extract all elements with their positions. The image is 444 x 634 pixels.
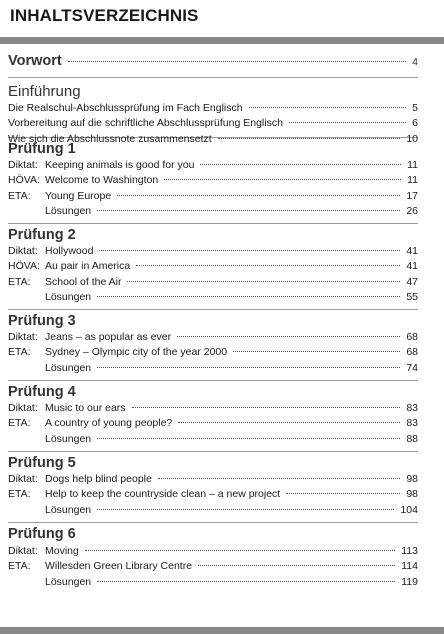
entry-title: Hollywood	[45, 245, 94, 257]
dot-leader	[97, 509, 394, 510]
toc-entry[interactable]	[8, 545, 418, 560]
toc-entry[interactable]	[8, 331, 418, 346]
entry-title: Wie sich die Abschlussnote zusammensetzt	[8, 132, 212, 145]
section-heading: Prüfung 3	[8, 313, 76, 329]
dot-leader	[97, 210, 400, 211]
toc-entry[interactable]	[8, 560, 418, 575]
toc-entry[interactable]	[8, 276, 418, 291]
page-number: 68	[406, 346, 418, 359]
toc-entry[interactable]	[8, 190, 418, 205]
section-heading: Vorwort	[8, 53, 62, 69]
dot-leader	[132, 407, 401, 408]
toc-entry[interactable]	[8, 102, 418, 117]
entry-title: Lösungen	[45, 204, 92, 217]
page-number: 83	[406, 402, 418, 414]
toc-entry[interactable]	[8, 488, 418, 503]
section-heading: Prüfung 4	[8, 384, 76, 400]
dot-leader	[97, 581, 395, 582]
section-einfuehrung	[8, 78, 418, 145]
toc-entry[interactable]	[8, 433, 418, 448]
toc-entry[interactable]	[8, 346, 418, 361]
section-pruefung	[8, 224, 418, 310]
entry-type-label: ETA:	[8, 488, 31, 501]
dot-leader	[249, 107, 407, 108]
pruefung-sections	[8, 138, 418, 594]
dot-leader	[200, 164, 401, 165]
page-number: 74	[406, 361, 418, 374]
entry-title: Vorbereitung auf die schriftliche Abschlussprüfung Englisch	[8, 117, 283, 130]
dot-leader	[97, 438, 400, 439]
dot-leader	[158, 478, 400, 479]
page-number: 6	[412, 117, 418, 130]
entry-title: Help to keep the countryside clean – a new project	[45, 488, 281, 501]
entry-type-label: Diktat:	[8, 402, 38, 414]
entry-title: Keeping animals is good for you	[45, 159, 195, 171]
page-number: 26	[406, 204, 418, 217]
dot-leader	[233, 351, 400, 352]
page-number: 5	[412, 102, 418, 114]
entry-type-label: Diktat:	[8, 545, 38, 557]
section-heading: Prüfung 5	[8, 455, 76, 471]
page-number: 11	[407, 174, 418, 187]
entry-title: Lösungen	[45, 575, 92, 588]
entry-title: Sydney – Olympic city of the year 2000	[45, 346, 228, 359]
toc-entry[interactable]	[8, 473, 418, 488]
toc-entry[interactable]	[8, 260, 418, 275]
section-pruefung	[8, 138, 418, 224]
page-title: INHALTSVERZEICHNIS	[10, 6, 199, 25]
page-number: 41	[406, 245, 418, 257]
entry-title: Lösungen	[45, 432, 92, 445]
entry-title: Die Realschul-Abschlussprüfung im Fach Englisch	[8, 102, 243, 114]
bottom-divider	[0, 627, 444, 634]
entry-title: Jeans – as popular as ever	[45, 331, 172, 343]
dot-leader	[127, 281, 400, 282]
entry-title: A country of young people?	[45, 417, 173, 430]
page-number: 41	[406, 260, 418, 273]
entry-title: Welcome to Washington	[45, 174, 159, 187]
entry-type-label: Diktat:	[8, 159, 38, 171]
entry-title: Lösungen	[45, 503, 92, 516]
page-number: 113	[401, 545, 418, 557]
page-number: 104	[400, 503, 418, 516]
page-number: 83	[406, 417, 418, 430]
entry-title: Moving	[45, 545, 79, 557]
page-number: 114	[401, 560, 418, 573]
dot-leader	[178, 422, 400, 423]
page-number: 17	[406, 189, 418, 202]
entry-title: Music to our ears	[45, 402, 126, 414]
entry-type-label: ETA:	[8, 275, 31, 288]
page-number: 47	[406, 275, 418, 288]
toc-entry[interactable]	[8, 402, 418, 417]
section-pruefung	[8, 452, 418, 523]
dot-leader	[85, 550, 395, 551]
toc-entry-vorwort[interactable]	[8, 53, 418, 69]
toc-entry[interactable]	[8, 417, 418, 432]
toc-entry[interactable]	[8, 362, 418, 377]
dot-leader	[136, 265, 400, 266]
page-number: 88	[406, 432, 418, 445]
dot-leader	[117, 195, 400, 196]
entry-title: Willesden Green Library Centre	[45, 560, 193, 573]
page-number: 68	[406, 331, 418, 343]
dot-leader	[286, 493, 400, 494]
entry-type-label: HÖVA:	[8, 174, 40, 187]
entry-title: Lösungen	[45, 290, 92, 303]
toc-entry[interactable]	[8, 117, 418, 132]
entry-type-label: ETA:	[8, 560, 31, 573]
section-pruefung	[8, 381, 418, 452]
top-divider	[0, 37, 444, 44]
toc-entry[interactable]	[8, 174, 418, 189]
dot-leader	[68, 61, 406, 62]
entry-type-label: ETA:	[8, 189, 31, 202]
dot-leader	[97, 296, 400, 297]
entry-title: School of the Air	[45, 275, 122, 288]
section-vorwort	[8, 52, 418, 78]
entry-type-label: Diktat:	[8, 331, 38, 343]
dot-leader	[99, 250, 400, 251]
section-heading: Einführung	[8, 83, 81, 100]
toc-entry[interactable]	[8, 504, 418, 519]
entry-type-label: Diktat:	[8, 473, 38, 485]
page-number: 10	[406, 132, 418, 145]
entry-type-label: ETA:	[8, 346, 31, 359]
table-of-contents	[8, 52, 418, 594]
entry-type-label: ETA:	[8, 417, 31, 430]
toc-entry[interactable]	[8, 159, 418, 174]
section-heading: Prüfung 6	[8, 526, 76, 542]
page-number: 98	[406, 473, 418, 485]
toc-entry[interactable]	[8, 291, 418, 306]
page-number: 55	[406, 290, 418, 303]
toc-entry[interactable]	[8, 576, 418, 591]
dot-leader	[97, 367, 400, 368]
entry-type-label: HÖVA:	[8, 260, 40, 273]
toc-entry[interactable]	[8, 205, 418, 220]
page-number: 98	[406, 488, 418, 501]
dot-leader	[289, 122, 406, 123]
dot-leader	[177, 336, 400, 337]
entry-title: Lösungen	[45, 361, 92, 374]
page-number: 4	[412, 56, 418, 68]
entry-title: Au pair in America	[45, 260, 131, 273]
entry-title: Dogs help blind people	[45, 473, 152, 485]
section-pruefung	[8, 523, 418, 594]
toc-entry[interactable]	[8, 245, 418, 260]
entry-type-label: Diktat:	[8, 245, 38, 257]
page-number: 119	[401, 575, 418, 588]
entry-title: Young Europe	[45, 189, 112, 202]
dot-leader	[218, 138, 401, 139]
section-heading: Prüfung 2	[8, 227, 76, 243]
dot-leader	[198, 565, 395, 566]
section-heading: Prüfung 1	[8, 141, 76, 157]
section-pruefung	[8, 310, 418, 381]
dot-leader	[164, 179, 401, 180]
page-number: 11	[407, 159, 418, 171]
